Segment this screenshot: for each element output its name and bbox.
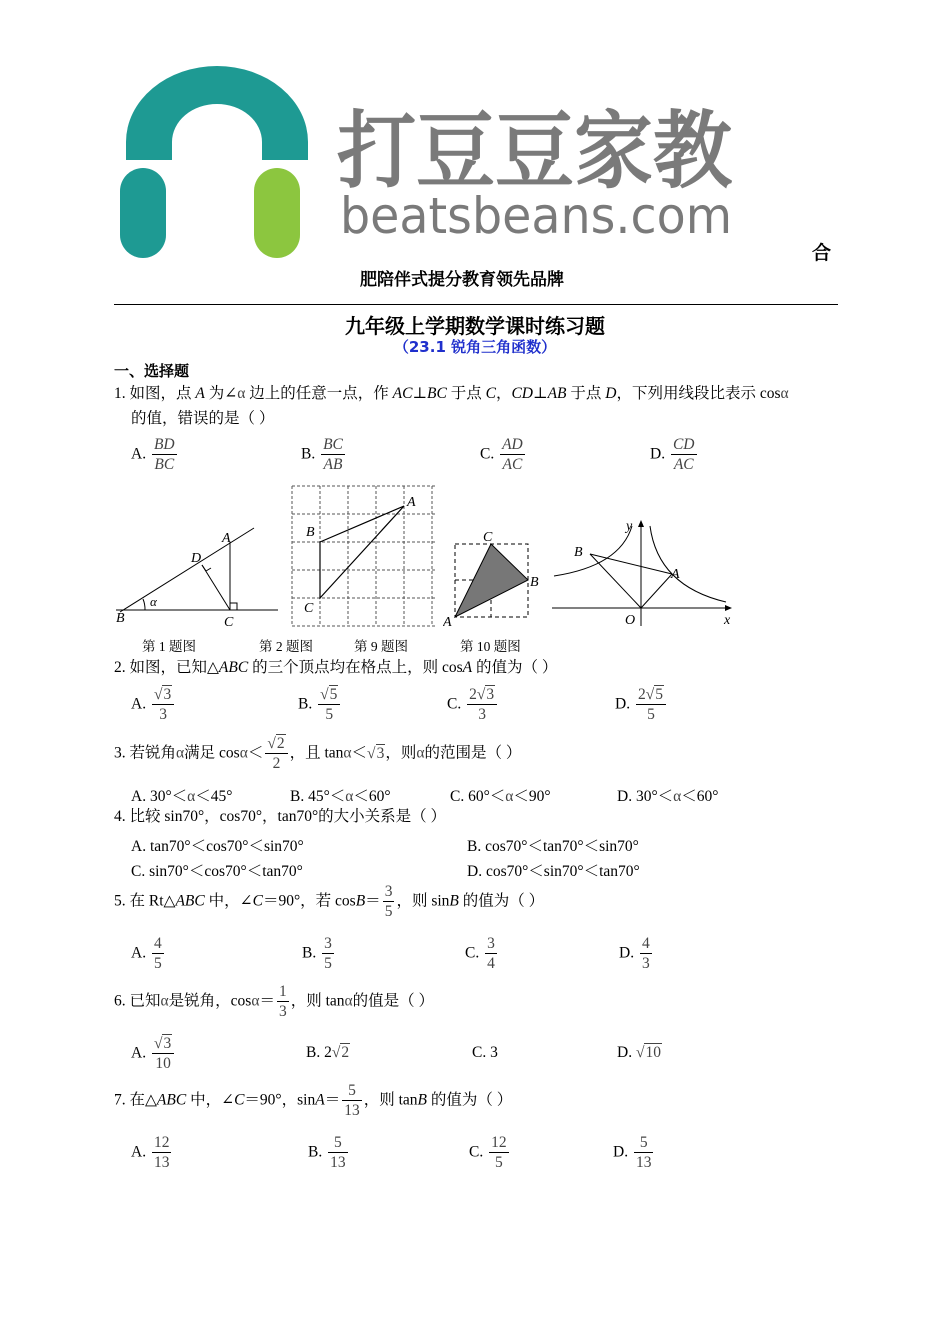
logo-text-en: beatsbeans.com [340,187,732,245]
page-subtitle: （23.1 锐角三角函数） [393,338,557,356]
fig9-label-a: A [443,615,452,630]
logo [112,62,752,262]
fig10-label-o: O [625,613,636,628]
q3-option-b[interactable]: B. 45°＜α＜60° [290,788,391,805]
question-1-line-1: 1. 如图，点 A 为∠α 边上的任意一点，作 AC⊥BC 于点 C，CD⊥AB 于点 D，下列用线段比表示 cosα [114,385,789,402]
fig2-label-a: A [407,495,416,510]
q6-option-d[interactable]: D. √10 [617,1044,661,1061]
question-2: 2. 如图，已知△ABC 的三个顶点均在格点上，则 cosA 的值为（ ） [114,659,558,676]
q7-option-d[interactable]: D. $\frac{5}{13}$ [613,1134,652,1171]
caption-fig-9: 第 9 题图 [354,639,408,654]
q7-option-a[interactable]: A. $\frac{12}{13}$ [131,1134,170,1171]
q6-option-c[interactable]: C. 3 [472,1044,498,1061]
figure-9 [443,528,543,632]
q5-option-b[interactable]: B. $\frac{3}{5}$ [302,935,332,972]
caption-fig-10: 第 10 题图 [460,639,521,654]
q3-option-c[interactable]: C. 60°＜α＜90° [450,788,551,805]
question-5: 5. 在 Rt△ABC 中，∠C＝90°，若 cosB＝ $\frac{3}{5}$ ，则 sinB 的值为（ ） [114,883,545,920]
q1-option-a[interactable]: A. $\frac{BD}{BC}$ [131,436,175,473]
q3-option-a[interactable]: A. 30°＜α＜45° [131,788,233,805]
q2-option-c[interactable]: C. $\frac{2√3}{3}$ [447,685,499,725]
section-title: 一、选择题 [114,362,190,380]
question-3: 3. 若锐角α满足 cosα＜ $\frac{√2}{2}$ ，且 tanα＜√3，则α的范围是（ ） [114,735,522,772]
brand-text-right: 合 [812,242,832,264]
fig10-label-x: x [724,613,731,628]
caption-fig-2: 第 2 题图 [259,639,313,654]
question-6: 6. 已知α是锐角，cosα＝ $\frac{1}{3}$ ，则 tanα的值是（ ） [114,983,435,1020]
question-1-line-2: 的值，错误的是（ ） [131,410,275,427]
fig1-label-alpha: α [150,594,157,609]
q2-option-a[interactable]: A. $\frac{√3}{3}$ [131,685,176,725]
fig9-label-c: C [483,530,493,545]
fig9-label-b: B [530,575,539,590]
fig10-label-a: A [671,567,680,582]
logo-left-bar [120,168,166,258]
page-title: 九年级上学期数学课时练习题 [345,314,605,338]
q2-option-b[interactable]: B. $\frac{√5}{5}$ [298,685,342,725]
fig1-label-b: B [116,611,125,626]
question-4: 4. 比较 sin70°，cos70°，tan70°的大小关系是（ ） [114,808,447,825]
fig1-label-a: A [222,531,231,546]
caption-fig-1: 第 1 题图 [142,639,196,654]
q4-option-b[interactable]: B. cos70°＜tan70°＜sin70° [467,838,639,855]
q6-option-b[interactable]: B. 2√2 [306,1044,350,1061]
header-divider [114,304,838,305]
logo-text-cn: 打豆豆家教 [337,102,733,200]
q1-option-d[interactable]: D. $\frac{CD}{AC}$ [650,436,695,473]
figure-2 [290,484,438,632]
fig10-label-y: y [626,519,633,534]
q7-option-b[interactable]: B. $\frac{5}{13}$ [308,1134,346,1171]
fig1-label-c: C [224,615,234,630]
q3-option-d[interactable]: D. 30°＜α＜60° [617,788,719,805]
fig10-label-b: B [574,545,583,560]
q4-option-a[interactable]: A. tan70°＜cos70°＜sin70° [131,838,304,855]
logo-right-bar [254,168,300,258]
q5-option-c[interactable]: C. $\frac{3}{4}$ [465,935,495,972]
logo-arch [126,66,308,160]
q4-option-c[interactable]: C. sin70°＜cos70°＜tan70° [131,863,303,880]
q2-option-d[interactable]: D. $\frac{2√5}{5}$ [615,685,668,725]
q1-option-b[interactable]: B. $\frac{BC}{AB}$ [301,436,343,473]
q6-option-a[interactable]: A. $\frac{√3}{10}$ [131,1034,176,1074]
figure-10 [550,516,740,630]
q5-option-d[interactable]: D. $\frac{4}{3}$ [619,935,650,972]
question-7: 7. 在△ABC 中，∠C＝90°，sinA＝ $\frac{5}{13}$ ，则 tanB 的值为（ ） [114,1082,513,1119]
figure-1 [112,520,282,632]
brand-text-center: 肥陪伴式提分教育领先品牌 [360,270,564,290]
fig2-label-c: C [304,601,314,616]
fig1-label-d: D [191,551,202,566]
q1-option-c[interactable]: C. $\frac{AD}{AC}$ [480,436,523,473]
q4-option-d[interactable]: D. cos70°＜sin70°＜tan70° [467,863,640,880]
q7-option-c[interactable]: C. $\frac{12}{5}$ [469,1134,507,1171]
fig2-label-b: B [306,525,315,540]
q5-option-a[interactable]: A. $\frac{4}{5}$ [131,935,162,972]
